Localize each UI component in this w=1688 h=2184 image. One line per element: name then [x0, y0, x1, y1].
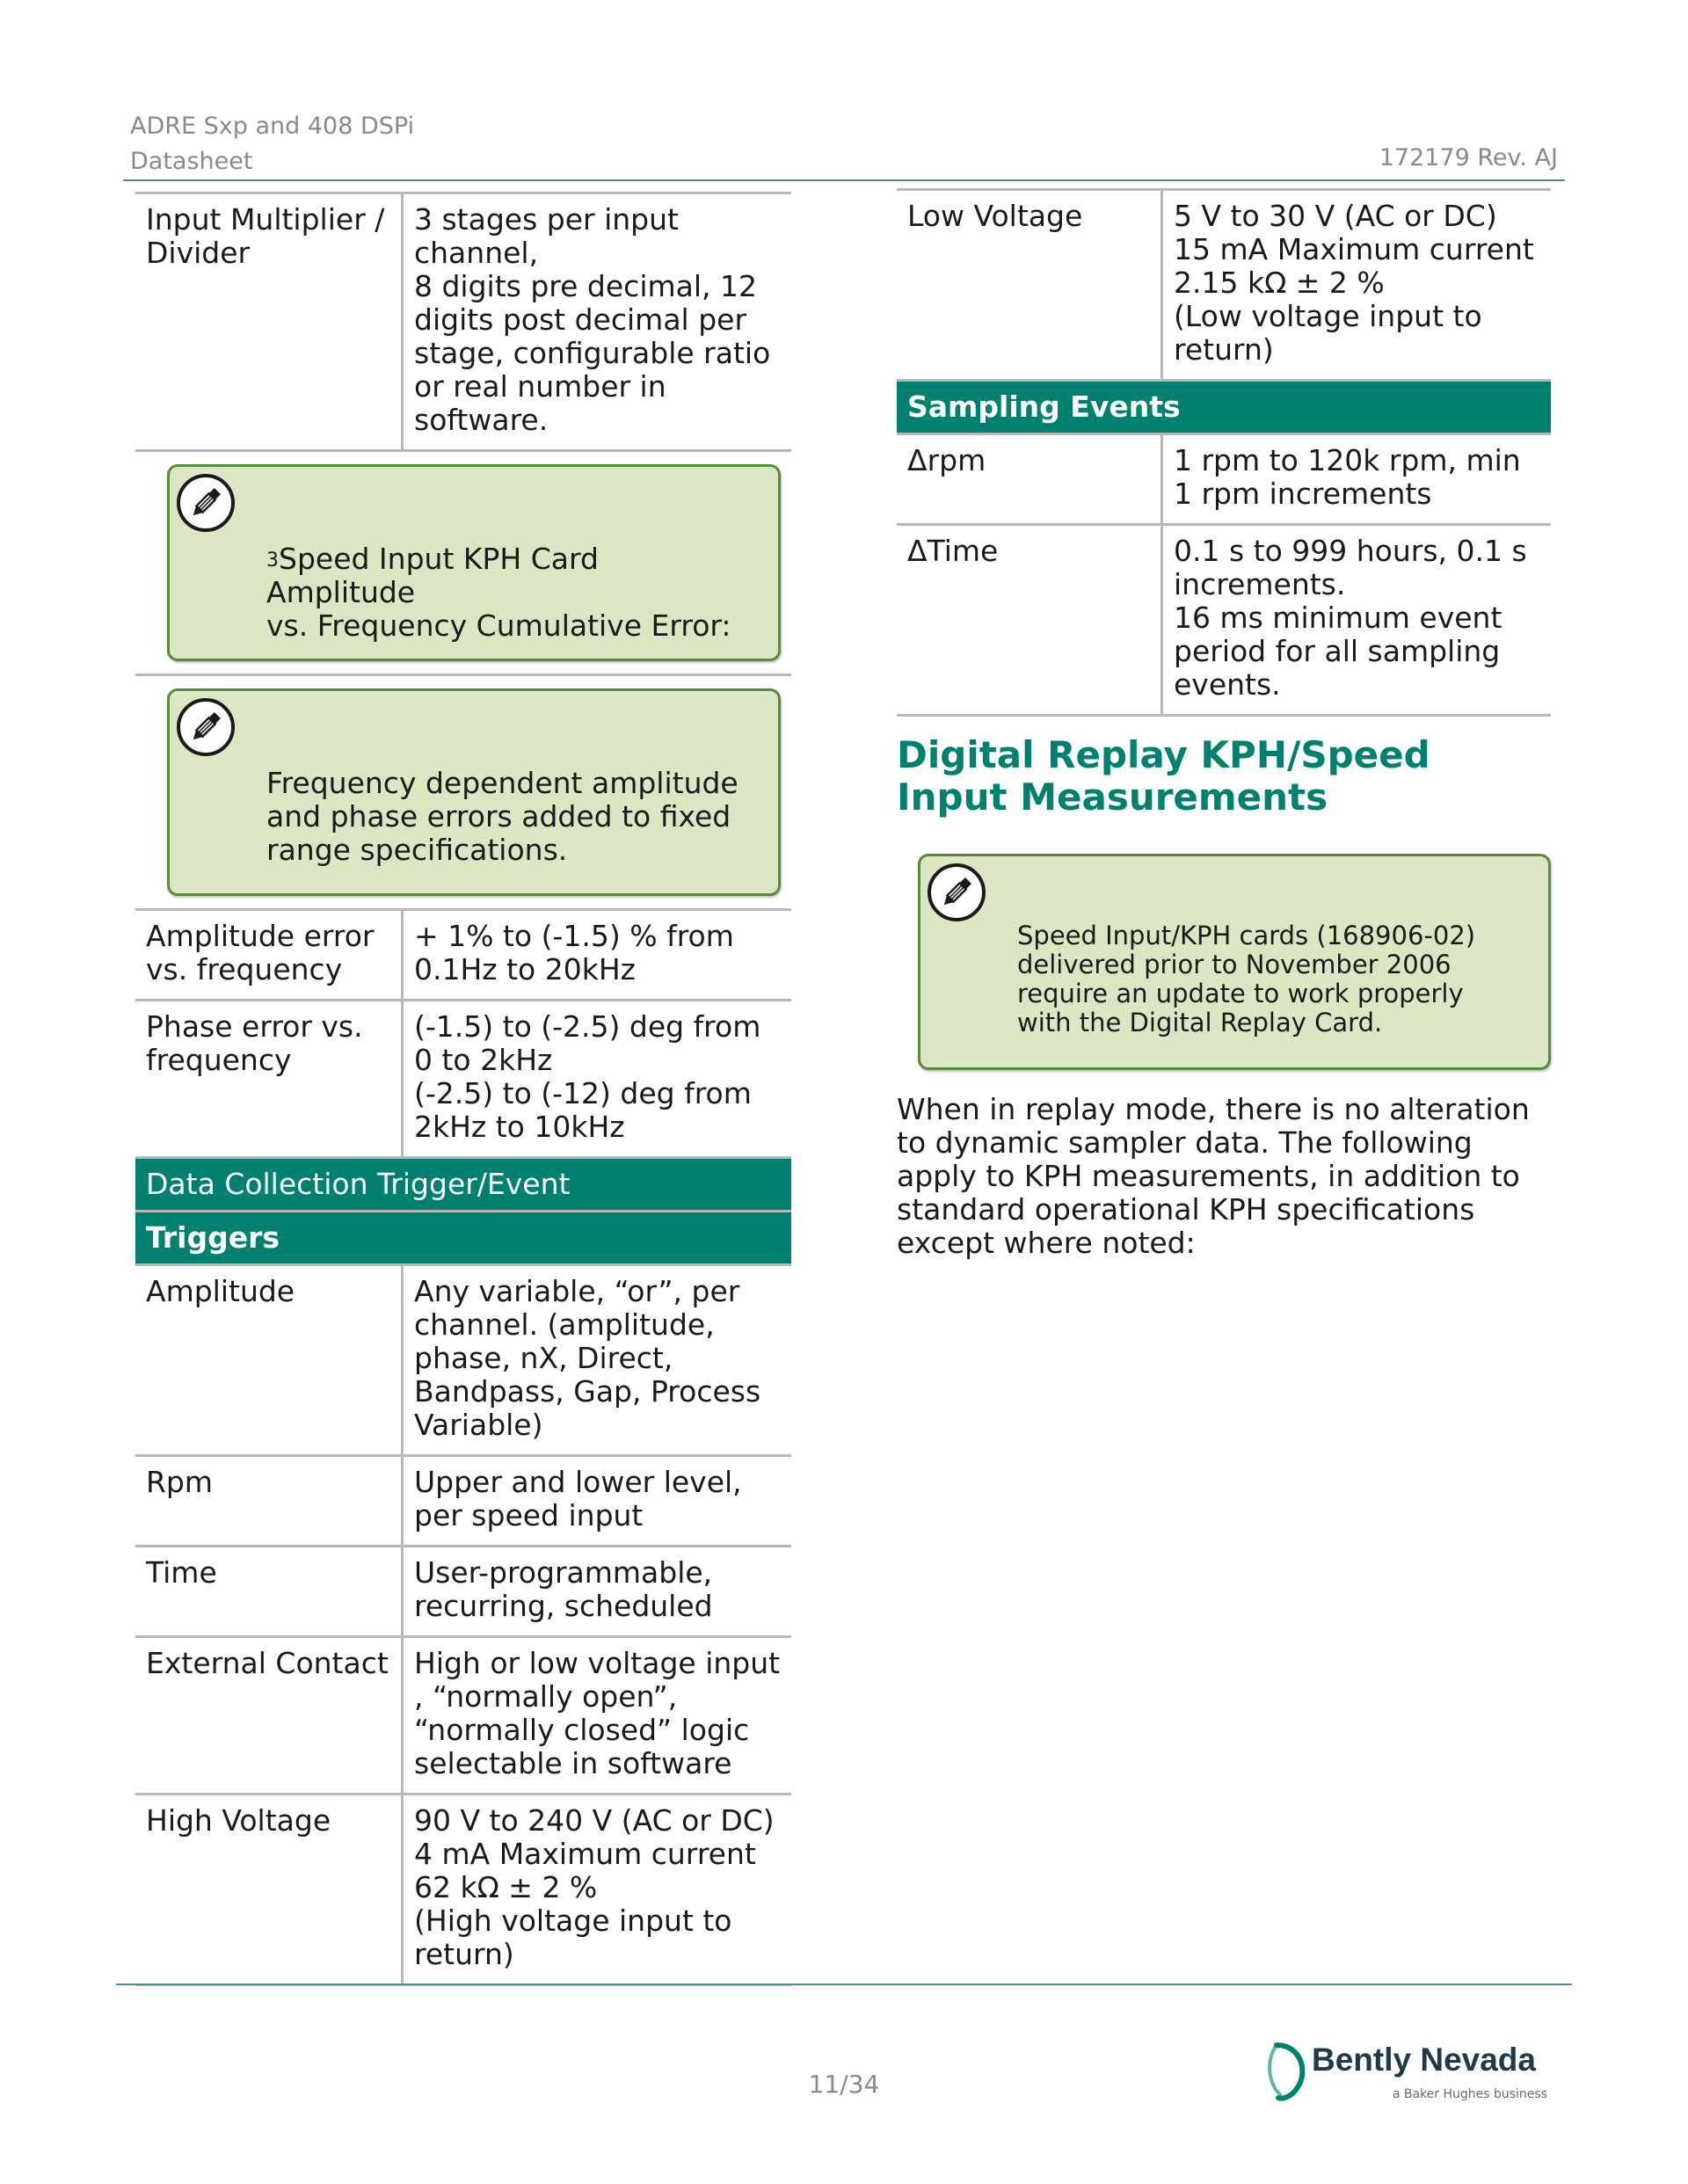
band-title: Sampling Events [897, 381, 1551, 434]
spec-label: Rpm [135, 1456, 403, 1547]
logo-subtext: a Baker Hughes business [1392, 2087, 1547, 2101]
header-divider [123, 179, 1565, 181]
spec-value: High or low voltage input , “normally open”, “normally closed” logic selectable in software [403, 1637, 792, 1795]
spec-row-rpm [135, 1456, 791, 1547]
spec-label: Low Voltage [897, 190, 1162, 381]
spec-row-time [135, 1547, 791, 1637]
spec-row-amplitude [135, 1265, 791, 1456]
note-row-speed-input [135, 452, 791, 676]
spec-label: Phase error vs. frequency [135, 1001, 403, 1158]
document-type: Datasheet [130, 148, 253, 175]
spec-row-external-contact [135, 1637, 791, 1795]
note-speed-input-error [167, 464, 781, 661]
band-sampling-events [897, 381, 1551, 434]
spec-label: High Voltage [135, 1795, 403, 1985]
spec-label: External Contact [135, 1637, 403, 1795]
band-triggers [135, 1212, 791, 1265]
spec-value: 3 stages per input channel, 8 digits pre decimal, 12 digits post decimal per stage, configurable ratio or real number in software. [403, 193, 792, 451]
spec-label: ΔTime [897, 525, 1162, 716]
band-title: Triggers [135, 1212, 791, 1265]
spec-value: Any variable, “or”, per channel. (amplitude, phase, nX, Direct, Bandpass, Gap, Process Variable) [403, 1265, 792, 1456]
band-data-collection [135, 1158, 791, 1212]
spec-value: 5 V to 30 V (AC or DC) 15 mA Maximum current 2.15 kΩ ± 2 % (Low voltage input to return) [1162, 190, 1552, 381]
note-text: Frequency dependent amplitude and phase errors added to fixed range specifications. [266, 766, 738, 867]
page-number: 11/34 [808, 2070, 880, 2099]
pencil-icon [177, 474, 235, 532]
pencil-icon [177, 698, 235, 756]
spec-row-low-voltage [897, 190, 1551, 381]
spec-value: + 1% to (-1.5) % from 0.1Hz to 20kHz [403, 911, 792, 1001]
spec-value: 90 V to 240 V (AC or DC) 4 mA Maximum current 62 kΩ ± 2 % (High voltage input to return) [403, 1795, 792, 1985]
spec-label: Δrpm [897, 434, 1162, 525]
band-title: Data Collection Trigger/Event [135, 1158, 791, 1212]
spec-row-delta-time [897, 525, 1551, 716]
spec-row-input-multiplier [135, 193, 791, 451]
spec-label: Input Multiplier / Divider [135, 193, 403, 451]
body-paragraph: When in replay mode, there is no alteration to dynamic sampler data. The following apply to KPH measurements, in addition to standard operational KPH specifications except where noted: [897, 1092, 1530, 1260]
spec-value: Upper and lower level, per speed input [403, 1456, 792, 1547]
pencil-icon [928, 863, 986, 921]
left-column [135, 192, 791, 1986]
right-column [897, 188, 1551, 1260]
spec-value: User-programmable, recurring, scheduled [403, 1547, 792, 1637]
note-row-frequency [135, 676, 791, 911]
logo-text: Bently Nevada [1312, 2042, 1536, 2078]
logo-mark-icon [1257, 2033, 1313, 2112]
spec-value: (-1.5) to (-2.5) deg from 0 to 2kHz (-2.5) to (-12) deg from 2kHz to 10kHz [403, 1001, 792, 1158]
document-revision: 172179 Rev. AJ [1379, 144, 1558, 171]
note-row-replay [918, 854, 1551, 1070]
spec-value: 0.1 s to 999 hours, 0.1 s increments. 16 ms minimum event period for all sampling events. [1162, 525, 1552, 716]
spec-row-amplitude-error [135, 911, 791, 1001]
document-title: ADRE Sxp and 408 DSPi [130, 113, 415, 140]
footnote-marker: 3 [266, 550, 279, 571]
spec-label: Amplitude [135, 1265, 403, 1456]
bently-nevada-logo [1257, 2033, 1556, 2112]
spec-row-phase-error [135, 1001, 791, 1158]
spec-table-right [897, 188, 1551, 717]
note-text: Speed Input/KPH cards (168906-02) delivered prior to November 2006 require an update to work properly with the Digital Replay Card. [1017, 921, 1476, 1037]
note-replay-update [918, 854, 1551, 1070]
spec-label: Amplitude error vs. frequency [135, 911, 403, 1001]
spec-table-left [135, 192, 791, 452]
spec-row-delta-rpm [897, 434, 1551, 525]
section-heading: Digital Replay KPH/Speed Input Measurements [897, 733, 1430, 819]
note-frequency-errors [167, 688, 781, 896]
footer-divider [116, 1984, 1572, 1985]
document-header [130, 109, 414, 179]
spec-value: 1 rpm to 120k rpm, min 1 rpm increments [1162, 434, 1552, 525]
spec-row-high-voltage [135, 1795, 791, 1985]
spec-label: Time [135, 1547, 403, 1637]
note-text: Speed Input KPH Card Amplitude vs. Frequency Cumulative Error: [266, 542, 731, 643]
spec-table-left-2 [135, 911, 791, 1986]
